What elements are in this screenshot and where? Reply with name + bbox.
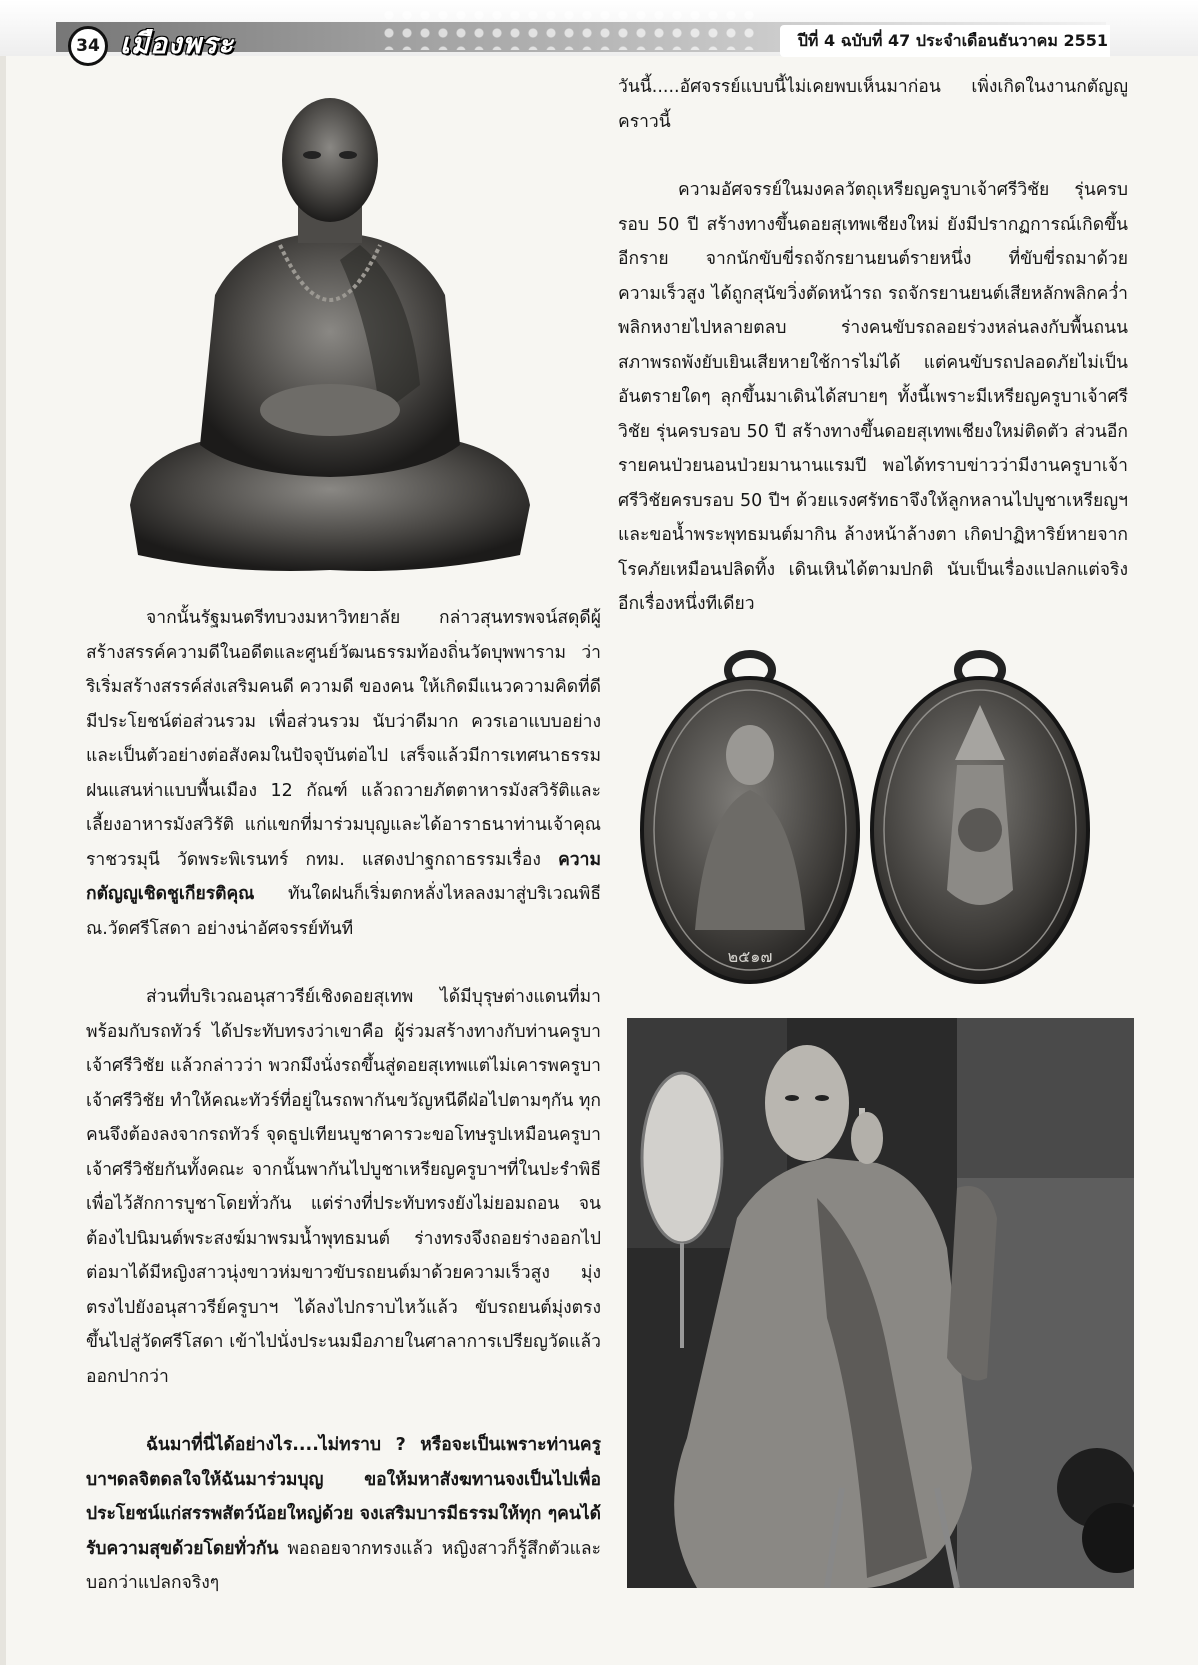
left-paragraph-1-bold: ความกตัญญูเชิดชูเกียรติคุณ <box>86 849 601 904</box>
issue-label: ปีที่ 4 ฉบับที่ 47 ประจำเดือนธันวาคม 2551 <box>780 25 1110 57</box>
left-paragraph-1-text-b: ทันใดฝนก็เริ่มตกหลั่งไหลลงมาสู่บริเวณพิธี ณ.วัดศรีโสดา อย่างน่าอัศจรรย์ทันที <box>86 884 601 939</box>
page-header <box>0 0 1198 60</box>
magazine-logo: เมืองพระ <box>120 27 235 60</box>
left-paragraph-3-bold: ฉันมาที่นี่ได้อย่างไร....ไม่ทราบ ? หรือจะเป็นเพราะท่านครูบาฯดลจิตดลใจให้ฉันมาร่วมบุญ ขอให้มหาสังฆทานจงเป็นไปเพื่อประโยชน์แก่สรรพสัตว์น้อยใหญ่ด้วย จงเสริมบารมีธรรมให้ทุก ๆคนได้รับความสุขด้วยโดยทั่วกัน <box>86 1435 601 1559</box>
amulet-photo <box>635 640 1115 988</box>
left-column-text <box>86 601 601 1601</box>
right-paragraph-2: ความอัศจรรย์ในมงคลวัตถุเหรียญครูบาเจ้าศรีวิชัย รุ่นครบรอบ 50 ปี สร้างทางขึ้นดอยสุเทพเชียงใหม่ ยังมีปรากฏการณ์เกิดขึ้นอีกราย จากนักขับขี่รถจักรยานยนต์รายหนึ่ง ที่ขับขี่รถมาด้วยความเร็วสูง ได้ถูกสุนัขวิ่งตัดหน้ารถ รถจักรยานยนต์เสียหลักพลิกคว่ำพลิกหงายไปหลายตลบ ร่างคนขับรถลอยร่วงหล่นลงกับพื้นถนน สภาพรถพังยับเยินเสียหายใช้การไม่ได้ แต่คนขับรถปลอดภัยไม่เป็นอันตรายใดๆ ลุกขึ้นมาเดินได้สบายๆ ทั้งนี้เพราะมีเหรียญครูบาเจ้าศรีวิชัย รุ่นครบรอบ 50 ปี สร้างทางขึ้นดอยสุเทพเชียงใหม่ติดตัว ส่วนอีกรายคนป่วยนอนป่วยมานานแรมปี พอได้ทราบข่าวว่ามีงานครูบาเจ้าศรีวิชัยครบรอบ 50 ปีฯ ด้วยแรงศรัทธาจึงให้ลูกหลานไปบูชาเหรียญฯ และขอน้ำพระพุทธมนต์มากิน ล้างหน้าล้างตา เกิดปาฏิหาริย์หายจากโรคภัยเหมือนปลิดทิ้ง เดินเหินได้ตามปกติ นับเป็นเรื่องแปลกแต่จริงอีกเรื่องหนึ่งทีเดียว <box>618 180 1128 614</box>
left-paragraph-3-text: พอถอยจากทรงแล้ว หญิงสาวก็รู้สึกตัวและบอกว่าแปลกจริงๆ <box>86 1538 601 1593</box>
left-paragraph-2: ส่วนที่บริเวณอนุสาวรีย์เชิงดอยสุเทพ ได้มีบุรุษต่างแดนที่มาพร้อมกับรถทัวร์ ได้ประทับทรงว่าเขาคือ ผู้ร่วมสร้างทางกับท่านครูบาเจ้าศรีวิชัย แล้วกล่าวว่า พวกมึงนั่งรถขึ้นสู่ดอยสุเทพแต่ไม่เคารพครูบาเจ้าศรีวิชัย ทำให้คณะทัวร์ที่อยู่ในรถพากันขวัญหนีดีฝ่อไปตามๆกัน ทุกคนจึงต้องลงจากรถทัวร์ จุดธูปเทียนบูชาคารวะขอโทษรูปเหมือนครูบาเจ้าศรีวิชัยกันทั้งคณะ จากนั้นพากันไปบูชาเหรียญครูบาฯที่ในปะรำพิธี เพื่อไว้สักการบูชาโดยทั่วกัน แต่ร่างที่ประทับทรงยังไม่ยอมถอน จนต้องไปนิมนต์พระสงฆ์มาพรมน้ำพุทธมนต์ ร่างทรงจึงถอยร่างออกไป ต่อมาได้มีหญิงสาวนุ่งขาวห่มขาวขับรถยนต์มาด้วยความเร็วสูง มุ่งตรงไปยังอนุสาวรีย์ครูบาฯ ได้ลงไปกราบไหว้แล้ว ขับรถยนต์มุ่งตรงขึ้นไปสู่วัดศรีโสดา เข้าไปนั่งประนมมือภายในศาลาการเปรียญวัดแล้วออกปากว่า <box>86 987 601 1387</box>
page-number: 34 <box>68 26 108 66</box>
statue-photo <box>120 85 540 577</box>
amulet-year-text: ๒๕๑๗ <box>727 947 773 966</box>
right-paragraph-1: วันนี้.....อัศจรรย์แบบนี้ไม่เคยพบเห็นมาก่อน เพิ่งเกิดในงานกตัญญูคราวนี้ <box>618 77 1128 132</box>
left-paragraph-3 <box>86 1428 601 1601</box>
left-paragraph-1 <box>86 601 601 946</box>
left-paragraph-1-text-a: จากนั้นรัฐมนตรีทบวงมหาวิทยาลัย กล่าวสุนทรพจน์สดุดีผู้สร้างสรรค์ความดีในอดีตและศูนย์วัฒนธรรมท้องถิ่นวัดบุพพาราม ว่าริเริ่มสร้างสรรค์ส่งเสริมคนดี ความดี ของคน ให้เกิดมีแนวความคิดที่ดีมีประโยชน์ต่อส่วนรวม เพื่อส่วนรวม นับว่าดีมาก ควรเอาแบบอย่างและเป็นตัวอย่างต่อสังคมในปัจจุบันต่อไป เสร็จแล้วมีการเทศนาธรรมฝนแสนห่าแบบพื้นเมือง 12 กัณฑ์ แล้วถวายภัตตาหารมังสวิรัติและเลี้ยงอาหารมังสวิรัติ แก่แขกที่มาร่วมบุญและได้อาราธนาท่านเจ้าคุณราชวรมุนี วัดพระพิเรนทร์ กทม. แสดงปาฐกถาธรรมเรื่อง <box>86 608 601 870</box>
monk-photo <box>627 1018 1134 1588</box>
header-dot-pattern <box>380 6 760 50</box>
right-column-text <box>618 70 1128 622</box>
